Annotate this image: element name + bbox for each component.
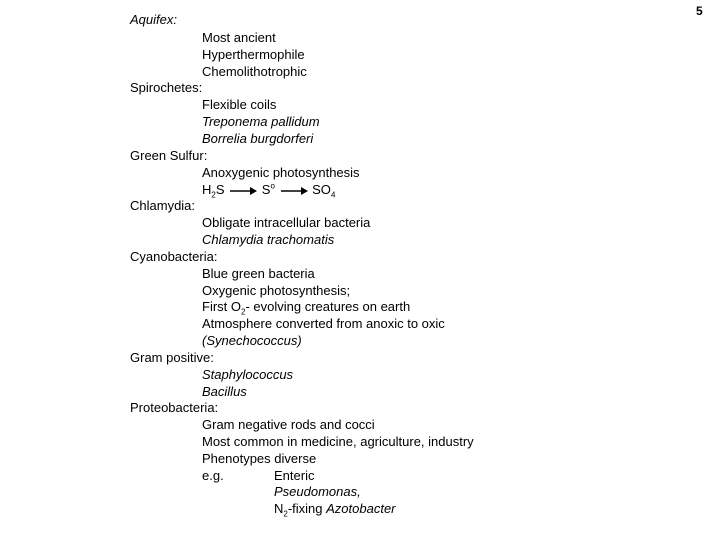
gram-positive-item: Staphylococcus [202,367,294,382]
h2s-formula: $H_2S$ [202,182,225,200]
chlamydia-item: Chlamydia trachomatis [202,232,335,247]
eg-item: Enteric [274,468,315,483]
eg-item: Pseudomonas, [274,484,361,499]
spirochetes-item: Borrelia burgdorferi [202,131,314,146]
proteobacteria-item: Most common in medicine, agriculture, industry [202,434,474,449]
s0-formula: $S^o$ [261,181,275,197]
cyanobacteria-first-o2: First $O_2-$ evolving creatures on earth [202,299,411,317]
heading-spirochetes: Spirochetes: [130,80,203,95]
proteobacteria-item: Phenotypes diverse [202,451,317,466]
aquifex-item: Chemolithotrophic [202,64,307,79]
aquifex-item: Most ancient [202,30,276,45]
cyanobacteria-item: Atmosphere converted from anoxic to oxic [202,316,445,331]
cyanobacteria-item: (Synechococcus) [202,333,302,348]
green-sulfur-item: Anoxygenic photosynthesis [202,165,360,180]
chlamydia-item: Obligate intracellular bacteria [202,215,371,230]
heading-green-sulfur: Green Sulfur: [130,148,208,163]
spirochetes-item: Treponema pallidum [202,114,320,129]
right-arrow-icon [228,185,258,197]
page-number: 5 [696,4,703,18]
reaction-equation [202,182,335,198]
proteobacteria-item: Gram negative rods and cocci [202,417,375,432]
heading-chlamydia: Chlamydia: [130,198,196,213]
cyanobacteria-item: Oxygenic photosynthesis; [202,283,351,298]
cyanobacteria-item: Blue green bacteria [202,266,315,281]
heading-cyanobacteria: Cyanobacteria: [130,249,218,264]
heading-proteobacteria: Proteobacteria: [130,400,219,415]
aquifex-item: Hyperthermophile [202,47,305,62]
so4-formula: $SO_4$ [312,182,336,200]
spirochetes-item: Flexible coils [202,97,277,112]
n2-fixing-item: $N_2$-fixing Azotobacter [274,501,396,519]
gram-positive-item: Bacillus [202,384,247,399]
eg-label: e.g. [202,468,224,483]
heading-aquifex: Aquifex: [130,12,177,27]
heading-gram-positive: Gram positive: [130,350,214,365]
right-arrow-icon [279,185,309,197]
